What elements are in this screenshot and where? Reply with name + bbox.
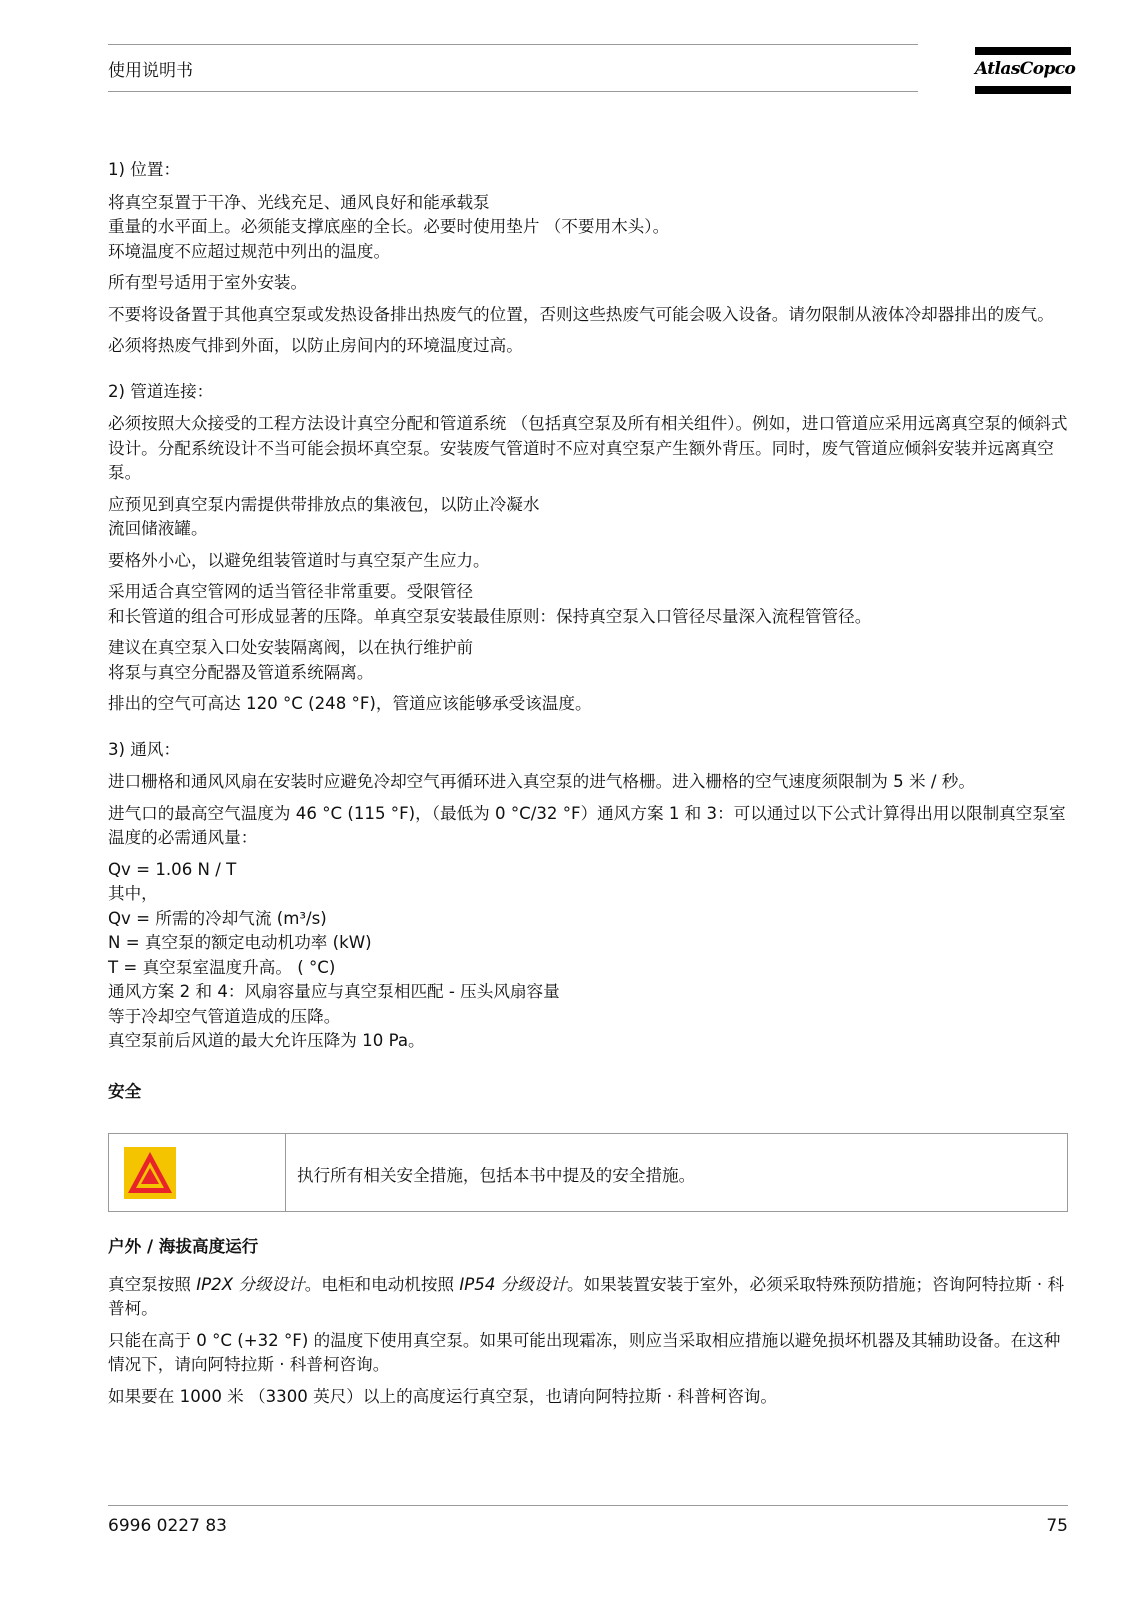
text-line: 将泵与真空分配器及管道系统隔离。	[108, 662, 374, 682]
formula-line: N = 真空泵的额定电动机功率 (kW)	[108, 933, 372, 952]
logo-text: AtlasCopco	[975, 59, 1076, 79]
formula-line: 通风方案 2 和 4：风扇容量应与真空泵相匹配 - 压头风扇容量	[108, 982, 560, 1001]
formula-line: 等于冷却空气管道造成的压降。	[108, 1006, 341, 1026]
paragraph	[108, 191, 1068, 265]
text-span: 。电柜和电动机按照	[304, 1274, 460, 1294]
section-heading-piping: 2) 管道连接：	[108, 381, 214, 401]
formula-line: 其中，	[108, 884, 158, 903]
formula-line: 真空泵前后风道的最大允许压降为 10 Pa。	[108, 1031, 425, 1050]
text-span: 。如果装置安装于室外，必须采取特殊预防措施；咨询阿特拉斯 · 科普柯。	[108, 1274, 1065, 1318]
paragraph: 要格外小心，以避免组装管道时与真空泵产生应力。	[108, 550, 490, 570]
paragraph: 进口栅格和通风风扇在安装时应避免冷却空气再循环进入真空泵的进气格栅。进入栅格的空气速度须限制为 5 米 / 秒。	[108, 772, 975, 791]
ip-rating-text: IP54 分级设计	[459, 1274, 568, 1294]
document-title: 使用说明书	[108, 61, 193, 81]
main-content	[108, 158, 1068, 1117]
text-line: 流回储液罐。	[108, 519, 208, 538]
text-line: 采用适合真空管网的适当管径非常重要。受限管径	[108, 582, 474, 601]
header-rule-bottom	[108, 91, 918, 92]
formula-line: T = 真空泵室温度升高。 ( °C)	[108, 957, 336, 977]
text-line: 应预见到真空泵内需提供带排放点的集液包，以防止冷凝水	[108, 494, 540, 514]
paragraph: 所有型号适用于室外安装。	[108, 273, 308, 292]
text-span: 真空泵按照	[108, 1274, 197, 1294]
paragraph: 必须按照大众接受的工程方法设计真空分配和管道系统 （包括真空泵及所有相关组件）。例如，进口管道应采用远离真空泵的倾斜式设计。分配系统设计不当可能会损坏真空泵。安装废气管道时不应对真空泵产生额外背压。同时，废气管道应倾斜安装并远离真空泵。	[108, 414, 1068, 482]
paragraph: 排出的空气可高达 120 °C (248 °F)，管道应该能够承受该温度。	[108, 694, 592, 713]
section-heading-location: 1) 位置：	[108, 160, 181, 179]
atlas-copco-logo	[975, 47, 1076, 95]
paragraph	[108, 493, 1068, 542]
footer-rule	[108, 1505, 1068, 1506]
paragraph: 如果要在 1000 米 （3300 英尺）以上的高度运行真空泵，也请向阿特拉斯 · 科普柯咨询。	[108, 1386, 777, 1406]
section-heading-ventilation: 3) 通风：	[108, 739, 181, 759]
text-line: 将真空泵置于干净、光线充足、通风良好和能承载泵	[108, 192, 490, 212]
document-number: 6996 0227 83	[108, 1516, 227, 1536]
text-line: 建议在真空泵入口处安装隔离阀，以在执行维护前	[108, 638, 474, 657]
table-divider	[285, 1134, 286, 1211]
header-rule-top	[108, 44, 918, 45]
formula-line: Qv = 所需的冷却气流 (m³/s)	[108, 908, 327, 928]
safety-table	[108, 1133, 1068, 1212]
warning-triangle-icon	[124, 1147, 176, 1199]
section-heading-safety: 安全	[108, 1081, 142, 1101]
ip-rating-text: IP2X 分级设计	[196, 1274, 305, 1294]
text-line: 重量的水平面上。必须能支撑底座的全长。必要时使用垫片 （不要用木头）。	[108, 217, 670, 236]
text-line: 和长管道的组合可形成显著的压降。单真空泵安装最佳原则：保持真空泵入口管径尽量深入流程管管径。	[108, 606, 872, 626]
section-heading-outdoor: 户外 / 海拔高度运行	[108, 1237, 259, 1256]
formula-line: Qv = 1.06 N / T	[108, 859, 237, 879]
outdoor-content	[108, 1235, 1068, 1416]
text-line: 环境温度不应超过规范中列出的温度。	[108, 241, 391, 261]
paragraph: 只能在高于 0 °C (+32 °F) 的温度下使用真空泵。如果可能出现霜冻，则应当采取相应措施以避免损坏机器及其辅助设备。在这种情况下，请向阿特拉斯 · 科普柯咨询。	[108, 1330, 1061, 1374]
paragraph: 进气口的最高空气温度为 46 °C (115 °F)，（最低为 0 °C/32 °F）通风方案 1 和 3：可以通过以下公式计算得出用以限制真空泵室温度的必需通风量：	[108, 803, 1066, 847]
paragraph	[108, 580, 1068, 629]
formula-block	[108, 858, 1068, 1054]
paragraph: 必须将热废气排到外面，以防止房间内的环境温度过高。	[108, 336, 523, 355]
paragraph	[108, 1273, 1068, 1322]
paragraph: 不要将设备置于其他真空泵或发热设备排出热废气的位置，否则这些热废气可能会吸入设备。请勿限制从液体冷却器排出的废气。	[108, 304, 1054, 324]
safety-text: 执行所有相关安全措施，包括本书中提及的安全措施。	[297, 1166, 696, 1185]
page-number: 75	[1046, 1516, 1068, 1536]
paragraph	[108, 636, 1068, 685]
